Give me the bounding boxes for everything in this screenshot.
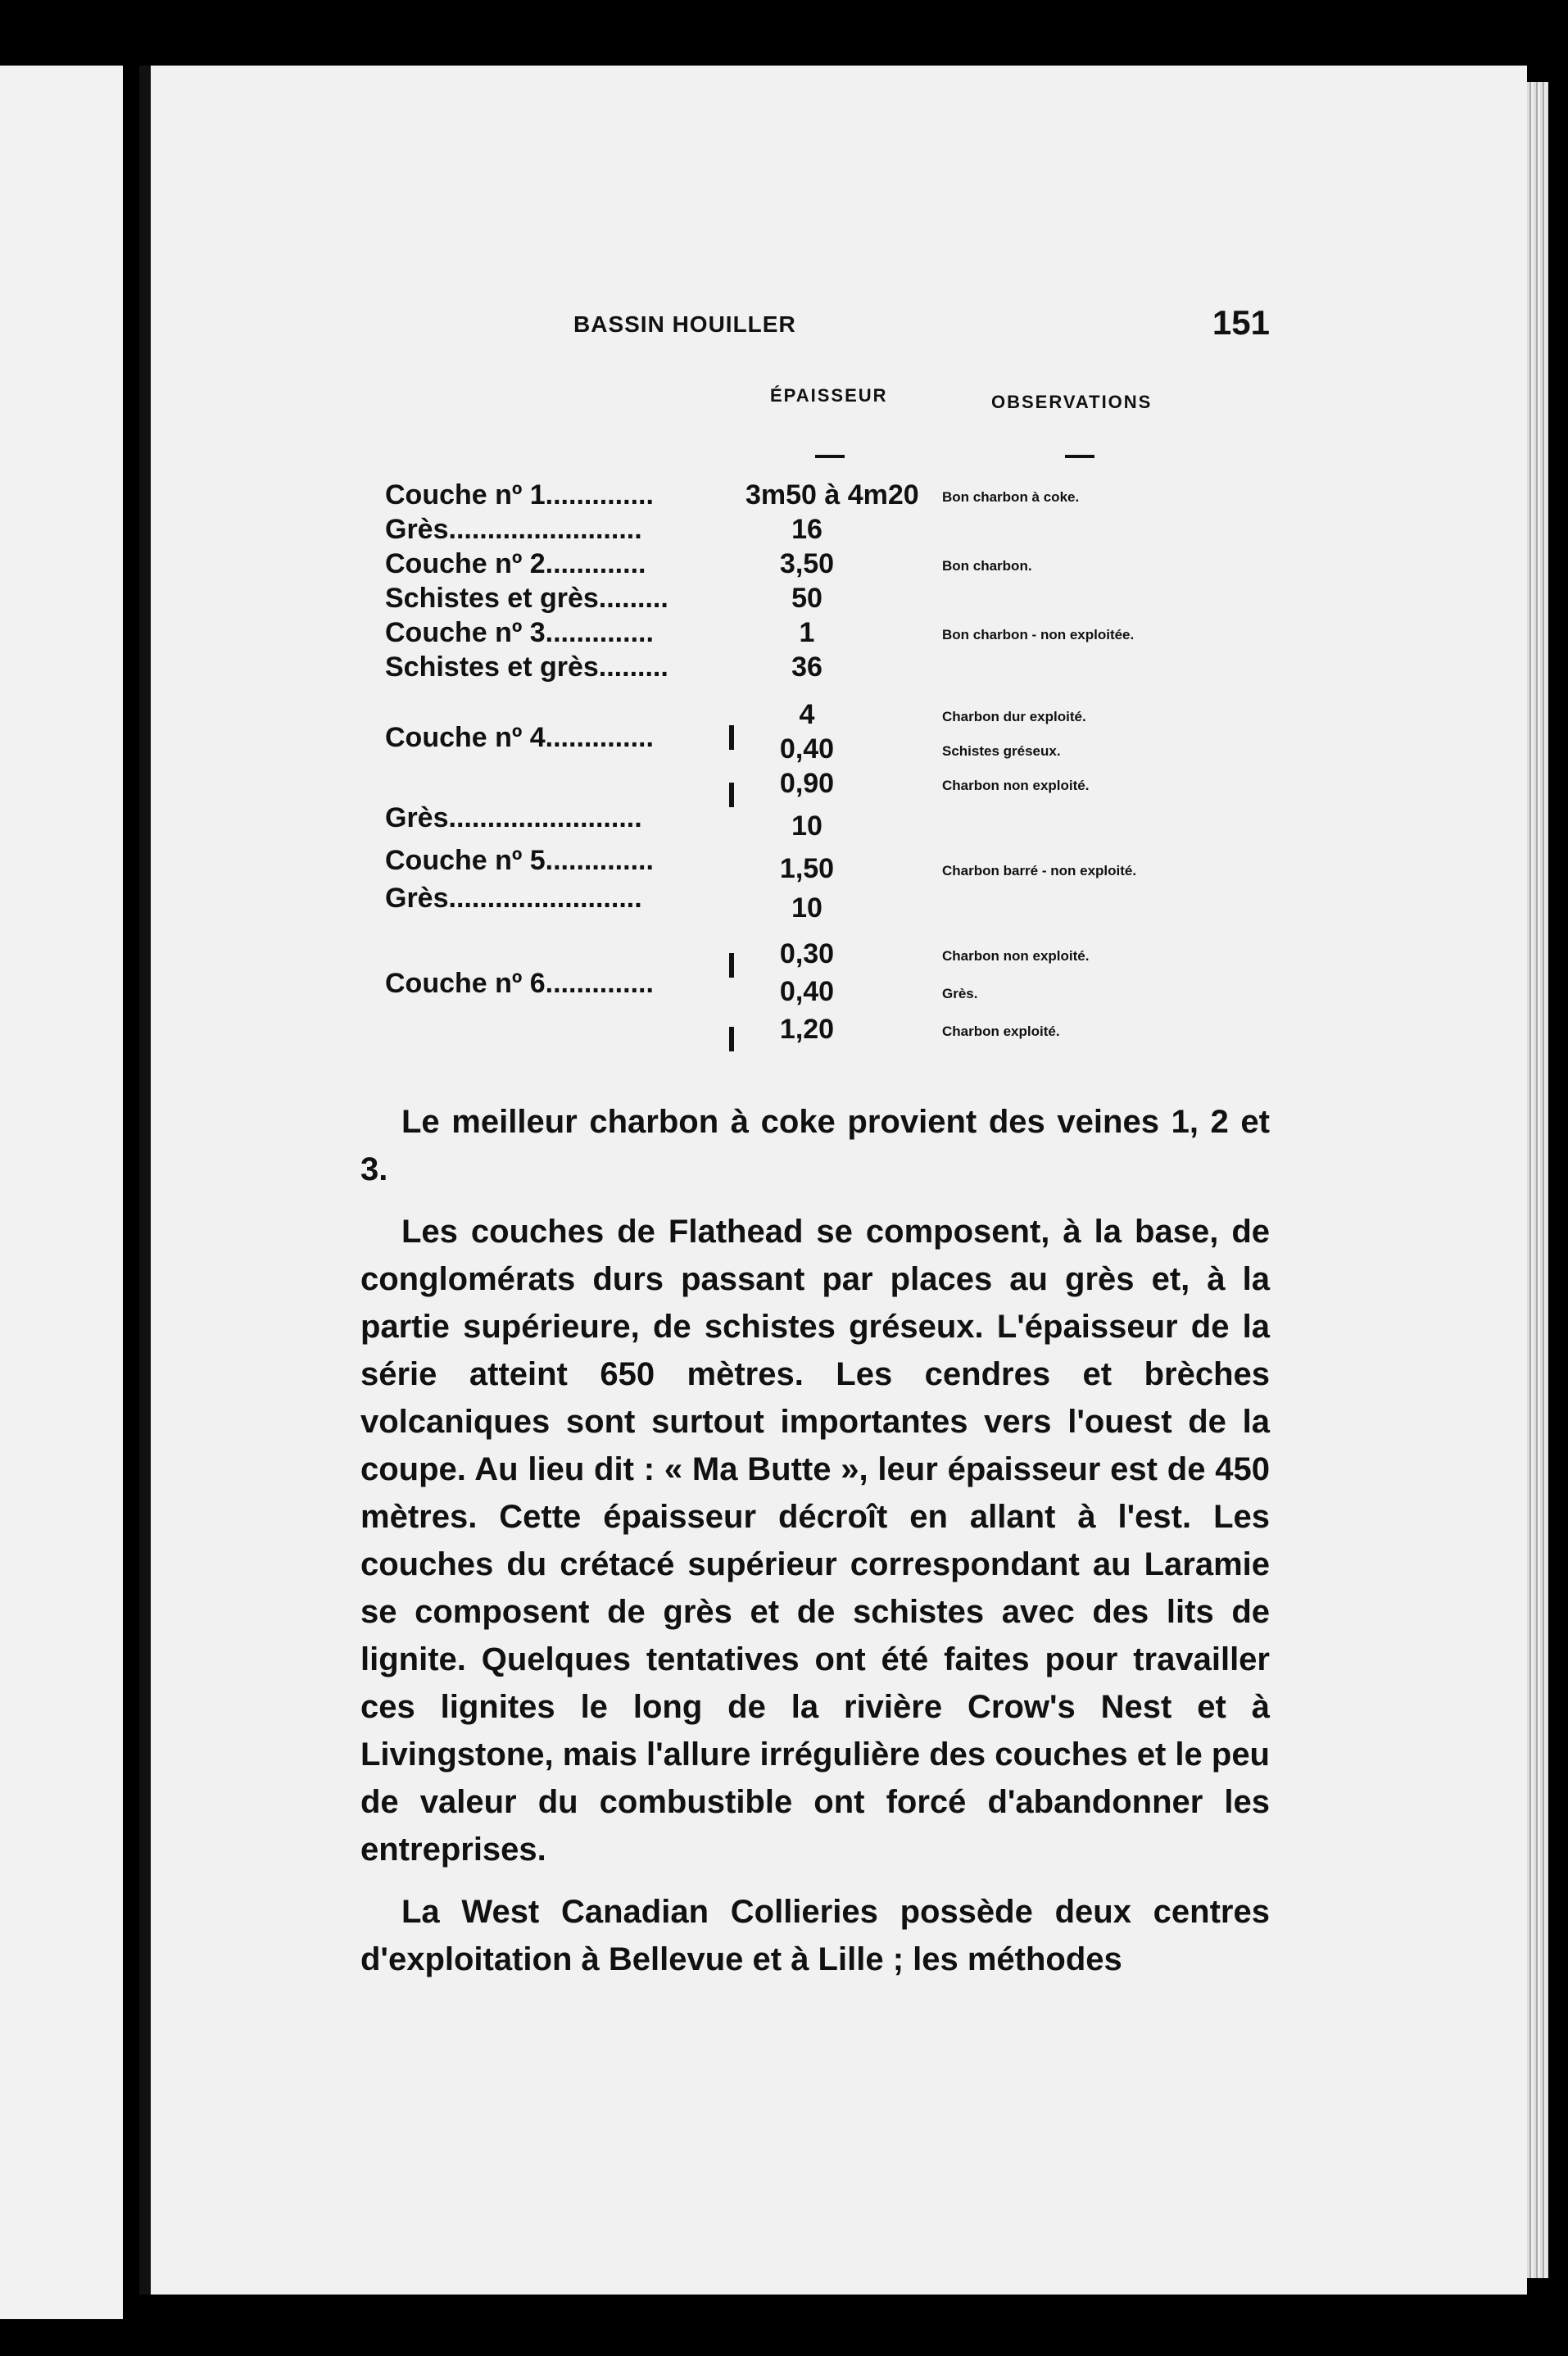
row-value: 4	[799, 699, 815, 730]
row-label: Couche nº 3..............	[385, 617, 654, 648]
table-row	[385, 768, 1303, 804]
row-value: 0,40	[779, 976, 835, 1007]
row-observation: Charbon barré - non exploité.	[942, 863, 1137, 878]
row-value: 1,20	[779, 1014, 835, 1045]
row-value: 36	[791, 651, 823, 683]
table-row	[385, 802, 1303, 847]
paragraph: Les couches de Flathead se composent, à la base, de conglomérats durs passant par places au grès et, à la partie supérieure, de schistes gréseux. L'épaisseur de la série atteint 650 mètres. Les cendres et brèches volcaniques sont surtout importantes vers l'ouest de la coupe. Au lieu dit : « Ma Butte », leur épaisseur est de 450 mètres. Cette épaisseur décroît en allant à l'est. Les couches du crétacé supérieur correspondant au Laramie se composent de grès et de schistes avec des lits de lignite. Quelques tentatives ont été faites pour travailler ces lignites le long de la rivière Crow's Nest et à Livingstone, mais l'allure irrégulière des couches et le peu de valeur du combustible ont forcé d'abandonner les entreprises.	[360, 1214, 1270, 1868]
row-value: 10	[791, 810, 823, 842]
table-row	[385, 617, 1303, 653]
row-value: 0,90	[779, 768, 835, 799]
table-row	[385, 479, 1303, 515]
brace-mark	[729, 1027, 734, 1051]
page-number: 151	[1212, 303, 1270, 342]
row-value: 0,30	[779, 938, 835, 969]
stratigraphy-table	[385, 479, 1303, 1053]
brace-mark	[729, 783, 734, 807]
row-label: Grès.........................	[385, 802, 642, 833]
row-observation: Charbon non exploité.	[942, 778, 1090, 793]
table-row	[385, 1014, 1303, 1050]
row-observation: Bon charbon à coke.	[942, 489, 1080, 505]
row-value: 1,50	[779, 853, 835, 884]
table-row	[385, 968, 1303, 1012]
row-label: Couche nº 5..............	[385, 845, 654, 876]
row-value: 3m50 à 4m20	[745, 479, 919, 511]
row-label: Couche nº 2.............	[385, 548, 646, 579]
table-row	[385, 722, 1303, 769]
brace-mark	[729, 953, 734, 978]
row-observation: Bon charbon.	[942, 558, 1032, 574]
row-label: Couche nº 1..............	[385, 479, 654, 511]
row-value: 0,40	[779, 733, 835, 765]
table-row	[385, 514, 1303, 550]
thickness-column-header: ÉPAISSEUR	[770, 385, 888, 406]
row-value: 1	[799, 617, 815, 648]
row-observation: Schistes gréseux.	[942, 743, 1061, 759]
brace-mark	[729, 725, 734, 750]
row-value: 10	[791, 892, 823, 924]
facing-page-edge	[0, 66, 123, 2319]
row-label: Schistes et grès.........	[385, 583, 668, 614]
body-text	[360, 1098, 1270, 1998]
row-label: Grès.........................	[385, 883, 642, 914]
row-value: 3,50	[779, 548, 835, 579]
observations-column-header: OBSERVATIONS	[991, 392, 1153, 412]
row-observation: Charbon non exploité.	[942, 948, 1090, 964]
row-value: 50	[791, 583, 823, 614]
row-label: Couche nº 4..............	[385, 722, 654, 753]
row-observation: Charbon exploité.	[942, 1024, 1060, 1039]
observations-dash	[1065, 455, 1094, 458]
row-label: Schistes et grès.........	[385, 651, 668, 683]
row-observation: Grès.	[942, 986, 978, 1001]
running-header	[573, 303, 1270, 352]
table-row	[385, 548, 1303, 584]
thickness-dash	[815, 455, 845, 458]
row-label: Grès.........................	[385, 514, 642, 545]
table-row	[385, 583, 1303, 619]
paragraph: Le meilleur charbon à coke provient des veines 1, 2 et 3.	[360, 1104, 1270, 1187]
row-value: 16	[791, 514, 823, 545]
paragraph: La West Canadian Collieries possède deux centres d'exploitation à Bellevue et à Lille ; les méthodes	[360, 1894, 1270, 1977]
row-label: Couche nº 6..............	[385, 968, 654, 999]
table-row	[385, 651, 1303, 688]
table-row	[385, 883, 1303, 928]
running-title: BASSIN HOUILLER	[573, 311, 796, 337]
row-observation: Charbon dur exploité.	[942, 709, 1086, 724]
row-observation: Bon charbon - non exploitée.	[942, 627, 1135, 642]
